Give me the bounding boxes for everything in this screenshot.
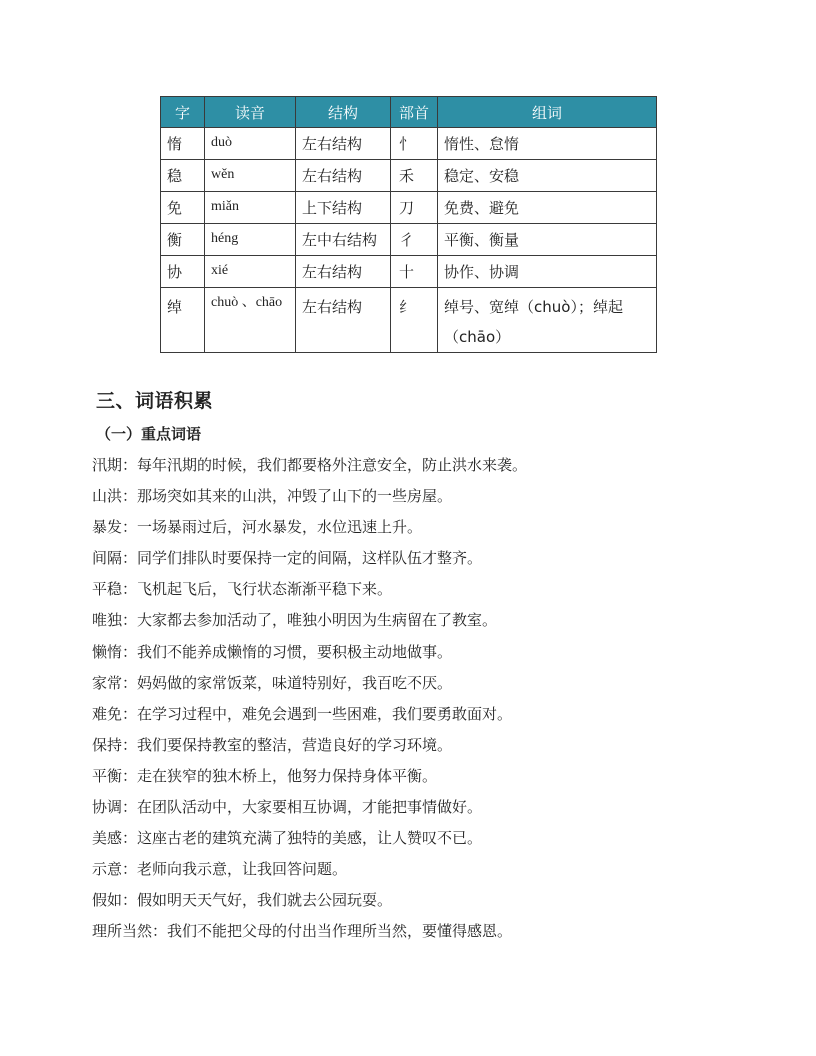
cell-radical: 纟 bbox=[391, 288, 438, 353]
list-item: 保持：我们要保持教室的整洁，营造良好的学习环境。 bbox=[92, 735, 453, 754]
cell-pinyin: duò bbox=[205, 128, 296, 160]
header-structure: 结构 bbox=[296, 97, 391, 128]
list-item: 协调：在团队活动中，大家要相互协调，才能把事情做好。 bbox=[92, 798, 483, 817]
cell-words: 免费、避免 bbox=[438, 192, 657, 224]
cell-structure: 左右结构 bbox=[296, 288, 391, 353]
cell-radical: 禾 bbox=[391, 160, 438, 192]
table-row bbox=[161, 128, 657, 160]
cell-char: 协 bbox=[161, 256, 205, 288]
list-item: 难免：在学习过程中，难免会遇到一些困难，我们要勇敢面对。 bbox=[92, 704, 513, 723]
table-row bbox=[161, 224, 657, 256]
header-words: 组词 bbox=[438, 97, 657, 128]
list-item: 暴发：一场暴雨过后，河水暴发，水位迅速上升。 bbox=[92, 518, 423, 537]
list-item: 理所当然：我们不能把父母的付出当作理所当然，要懂得感恩。 bbox=[92, 922, 513, 941]
cell-char: 绰 bbox=[161, 288, 205, 353]
cell-pinyin: xié bbox=[205, 256, 296, 288]
cell-radical: 彳 bbox=[391, 224, 438, 256]
list-item: 家常：妈妈做的家常饭菜，味道特别好，我百吃不厌。 bbox=[92, 673, 453, 692]
cell-words: 绰号、宽绰（chuò）；绰起（chāo） bbox=[438, 288, 657, 353]
cell-words: 协作、协调 bbox=[438, 256, 657, 288]
vocab-list bbox=[92, 452, 527, 950]
cell-radical: 忄 bbox=[391, 128, 438, 160]
list-item: 间隔：同学们排队时要保持一定的间隔，这样队伍才整齐。 bbox=[92, 549, 483, 568]
cell-structure: 上下结构 bbox=[296, 192, 391, 224]
cell-char: 惰 bbox=[161, 128, 205, 160]
list-item: 示意：老师向我示意，让我回答问题。 bbox=[92, 860, 348, 879]
cell-pinyin: héng bbox=[205, 224, 296, 256]
cell-char: 免 bbox=[161, 192, 205, 224]
cell-structure: 左右结构 bbox=[296, 128, 391, 160]
cell-char: 稳 bbox=[161, 160, 205, 192]
table-row bbox=[161, 192, 657, 224]
cell-words: 惰性、怠惰 bbox=[438, 128, 657, 160]
cell-structure: 左中右结构 bbox=[296, 224, 391, 256]
header-pinyin: 读音 bbox=[205, 97, 296, 128]
character-table bbox=[160, 96, 657, 353]
cell-pinyin: chuò 、chāo bbox=[205, 288, 296, 353]
list-item: 平稳：飞机起飞后，飞行状态渐渐平稳下来。 bbox=[92, 580, 393, 599]
header-char: 字 bbox=[161, 97, 205, 128]
section-title: 三、词语积累 bbox=[96, 390, 214, 412]
list-item: 假如：假如明天天气好，我们就去公园玩耍。 bbox=[92, 891, 393, 910]
table-row bbox=[161, 256, 657, 288]
cell-pinyin: wěn bbox=[205, 160, 296, 192]
cell-radical: 十 bbox=[391, 256, 438, 288]
list-item: 平衡：走在狭窄的独木桥上，他努力保持身体平衡。 bbox=[92, 766, 438, 785]
cell-char: 衡 bbox=[161, 224, 205, 256]
list-item: 懒惰：我们不能养成懒惰的习惯，要积极主动地做事。 bbox=[92, 642, 453, 661]
cell-radical: 刀 bbox=[391, 192, 438, 224]
cell-pinyin: miǎn bbox=[205, 192, 296, 224]
header-radical: 部首 bbox=[391, 97, 438, 128]
cell-structure: 左右结构 bbox=[296, 256, 391, 288]
list-item: 唯独：大家都去参加活动了，唯独小明因为生病留在了教室。 bbox=[92, 611, 498, 630]
cell-words: 平衡、衡量 bbox=[438, 224, 657, 256]
list-item: 汛期：每年汛期的时候，我们都要格外注意安全，防止洪水来袭。 bbox=[92, 456, 528, 474]
cell-structure: 左右结构 bbox=[296, 160, 391, 192]
table-row bbox=[161, 288, 657, 353]
table-header-row bbox=[161, 97, 657, 128]
cell-words: 稳定、安稳 bbox=[438, 160, 657, 192]
subsection-title: （一）重点词语 bbox=[96, 425, 202, 443]
table-row bbox=[161, 160, 657, 192]
list-item: 美感：这座古老的建筑充满了独特的美感，让人赞叹不已。 bbox=[92, 829, 483, 848]
list-item: 山洪：那场突如其来的山洪，冲毁了山下的一些房屋。 bbox=[92, 487, 453, 506]
